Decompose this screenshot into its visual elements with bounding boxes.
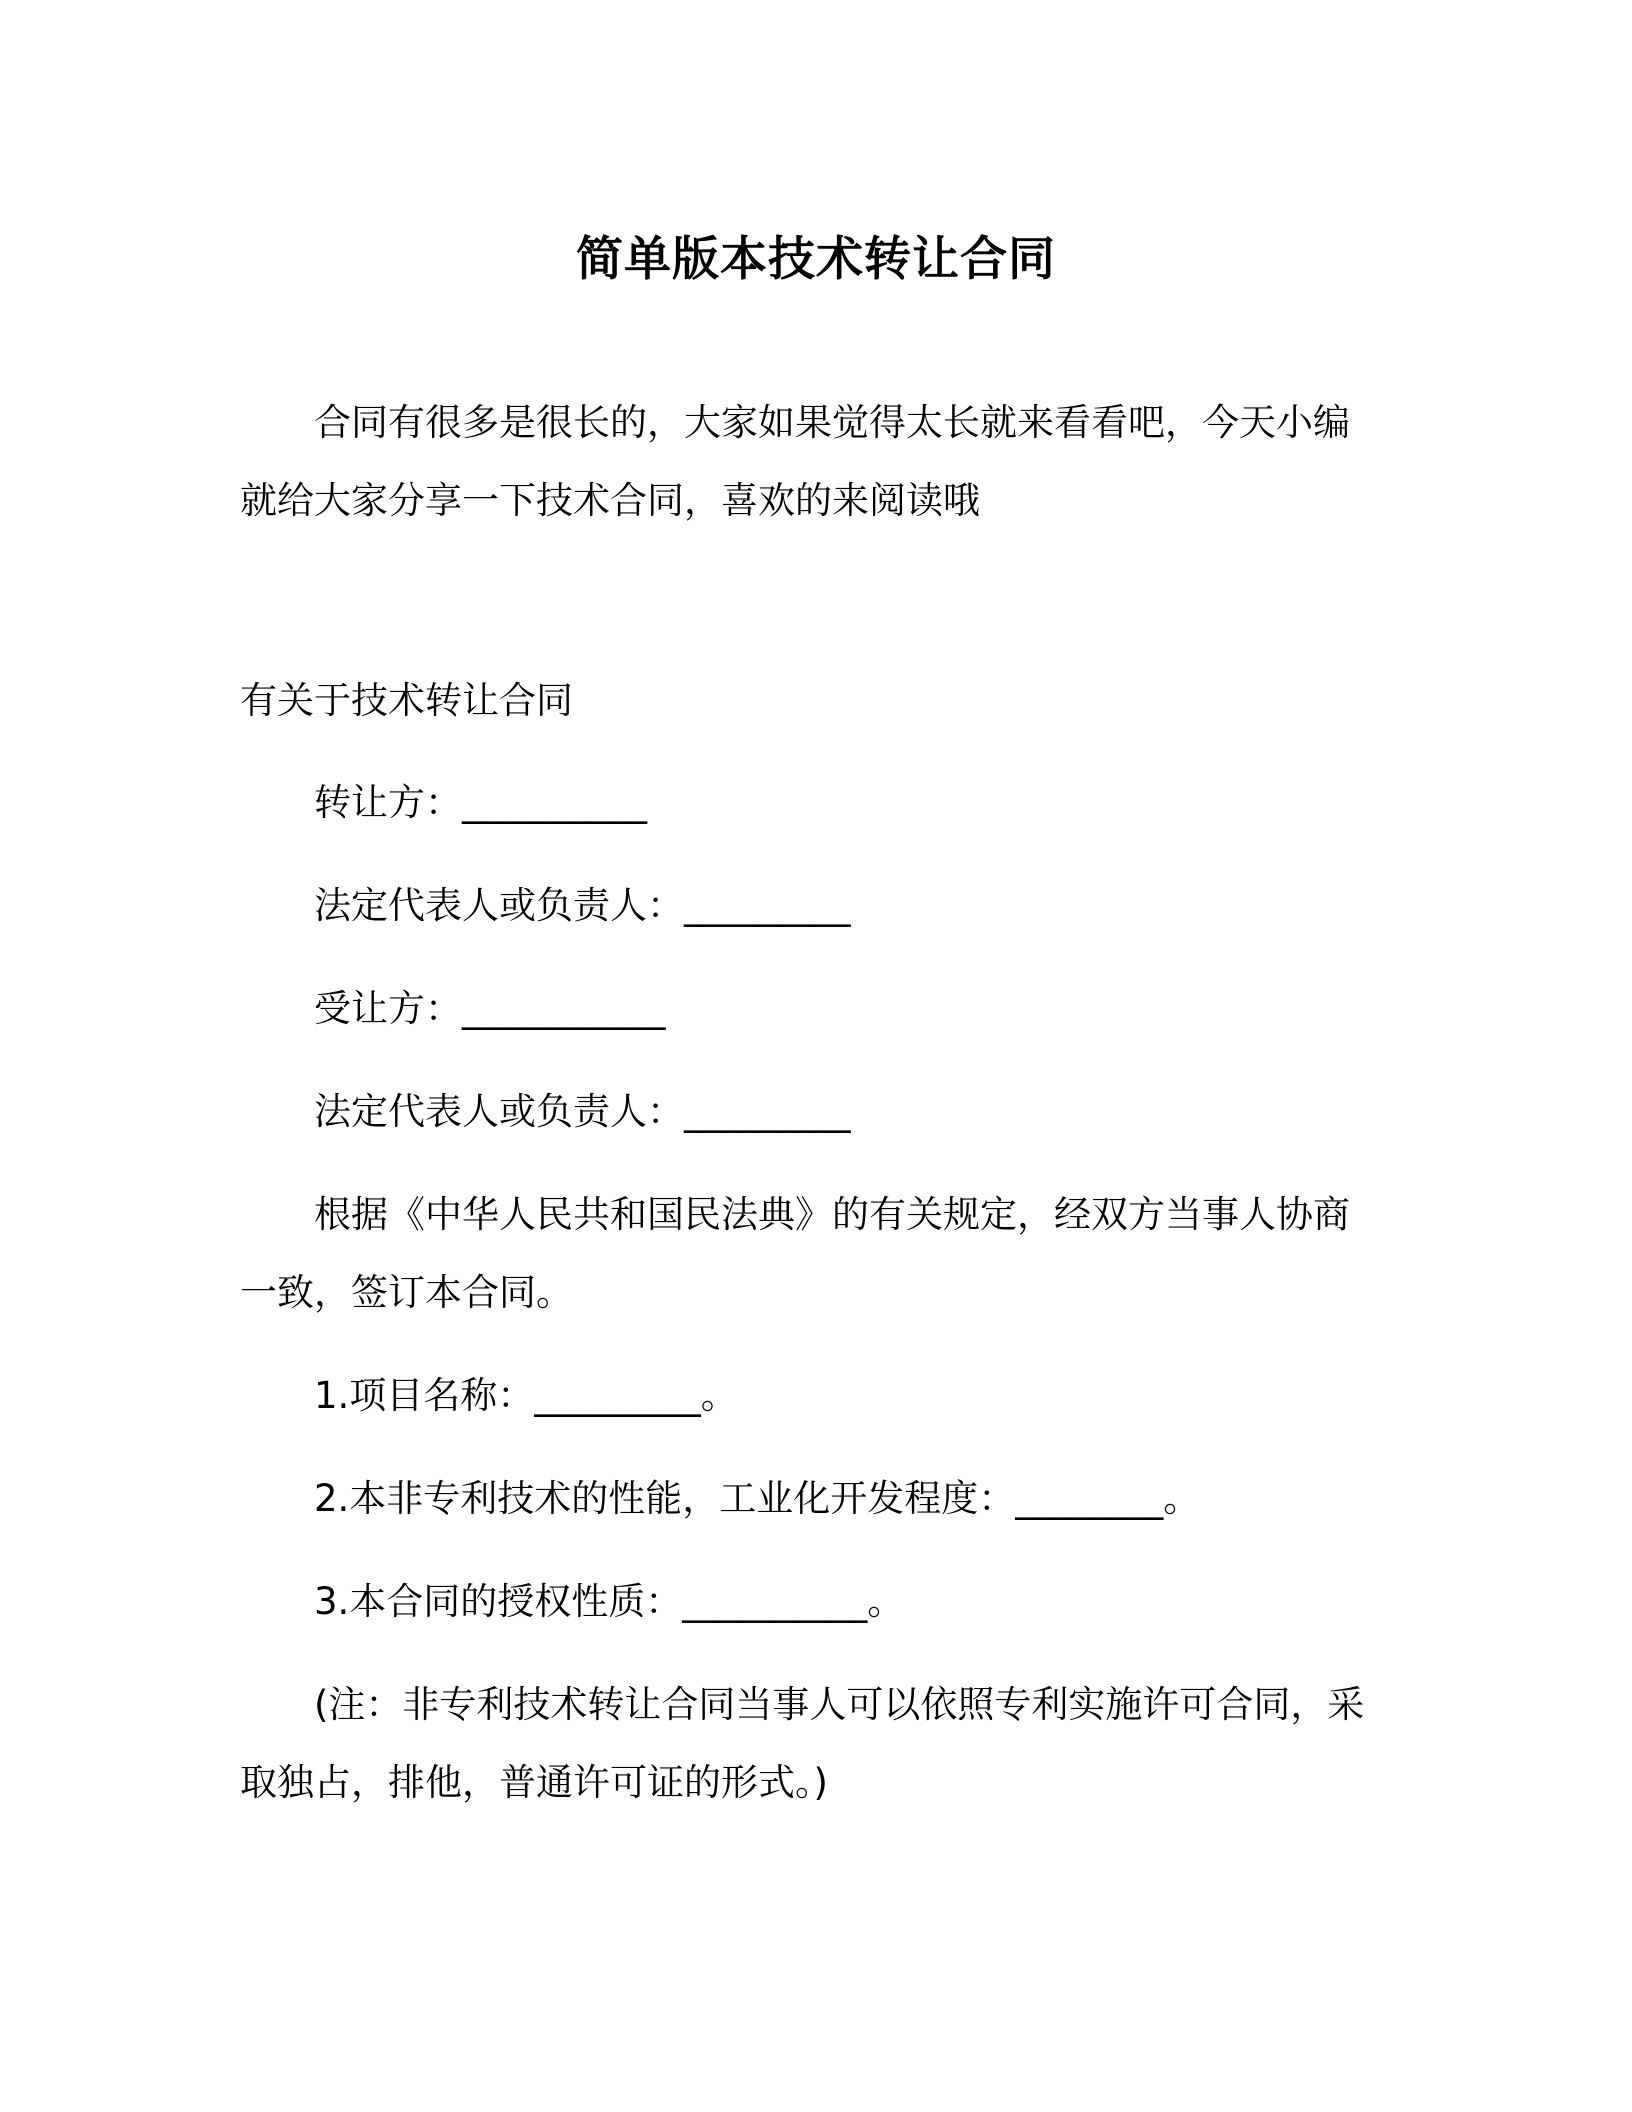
note-line-2: 取独占，排他，普通许可证的形式。) bbox=[240, 1761, 828, 1804]
transferee-representative-field: 法定代表人或负责人：_________ bbox=[314, 1090, 851, 1133]
section-heading: 有关于技术转让合同 bbox=[240, 679, 573, 722]
item-project-name: 1.项目名称：_________。 bbox=[314, 1374, 738, 1417]
document-title: 简单版本技术转让合同 bbox=[576, 232, 1056, 287]
note-line-1: (注：非专利技术转让合同当事人可以依照专利实施许可合同，采 bbox=[314, 1683, 1365, 1726]
transferor-field: 转让方：__________ bbox=[314, 781, 647, 824]
intro-line-2: 就给大家分享一下技术合同，喜欢的来阅读哦 bbox=[240, 479, 980, 522]
basis-line-2: 一致，签订本合同。 bbox=[240, 1271, 573, 1314]
item-technology-performance: 2.本非专利技术的性能，工业化开发程度：________。 bbox=[314, 1477, 1201, 1520]
intro-line-1: 合同有很多是很长的，大家如果觉得太长就来看看吧，今天小编 bbox=[314, 401, 1350, 444]
item-authorization-nature: 3.本合同的授权性质：__________。 bbox=[314, 1580, 905, 1623]
transferor-representative-field: 法定代表人或负责人：_________ bbox=[314, 884, 851, 927]
basis-line-1: 根据《中华人民共和国民法典》的有关规定，经双方当事人协商 bbox=[314, 1193, 1350, 1236]
transferee-field: 受让方：___________ bbox=[314, 987, 666, 1030]
